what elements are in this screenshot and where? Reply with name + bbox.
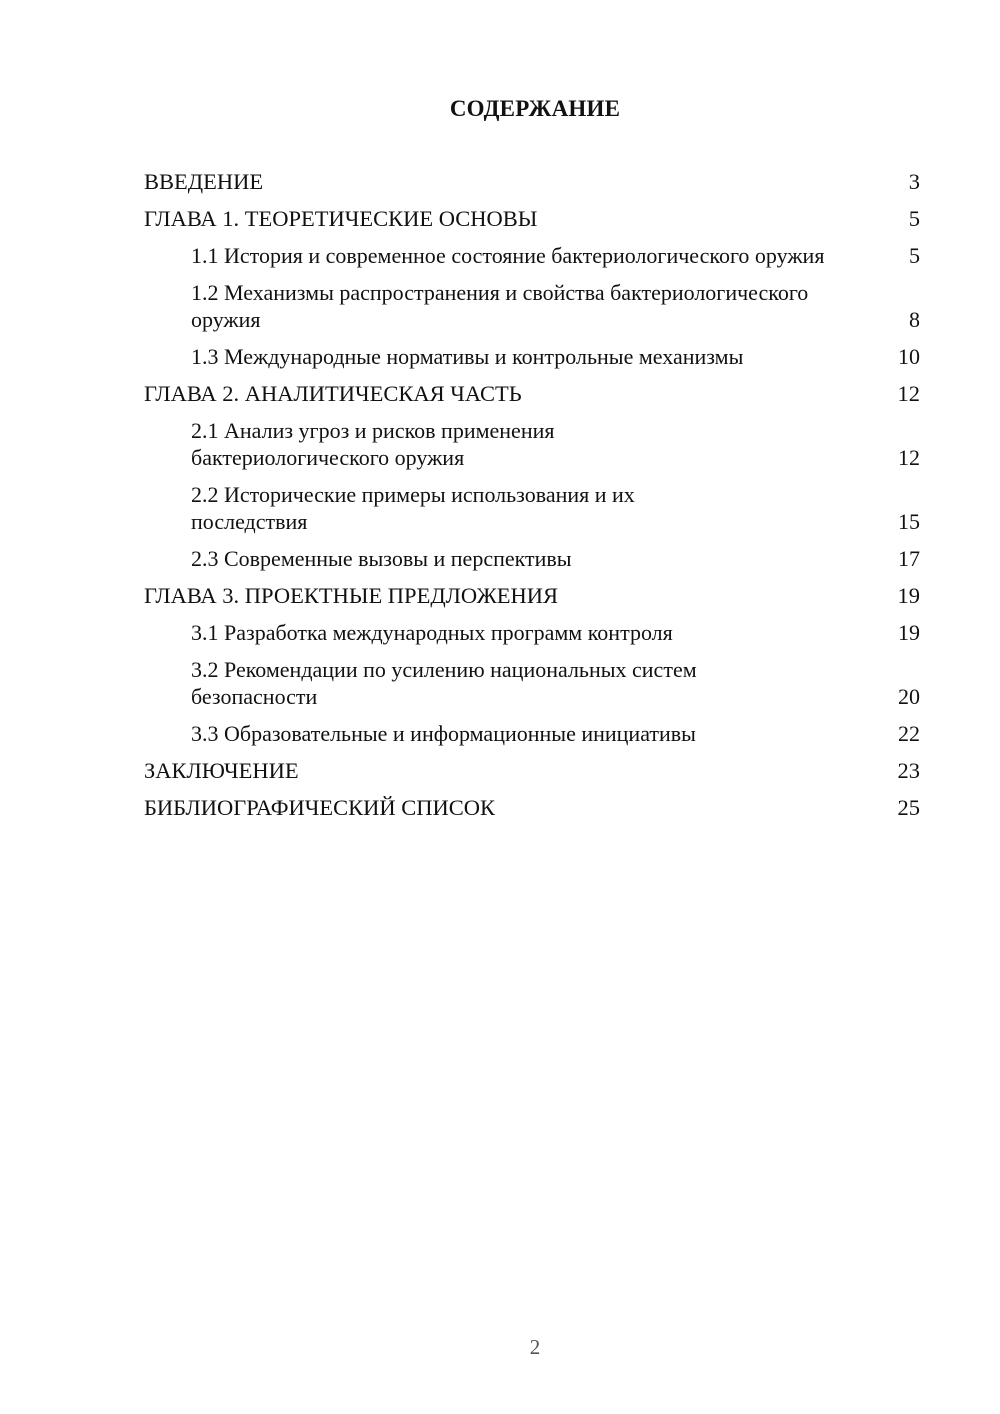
toc-entry-title: 3.1 Разработка международных программ контроля bbox=[191, 620, 673, 645]
toc-entry-page: 17 bbox=[898, 546, 920, 571]
toc-entry-title: 1.3 Международные нормативы и контрольные механизмы bbox=[191, 344, 744, 369]
toc-entry-title: ГЛАВА 3. ПРОЕКТНЫЕ ПРЕДЛОЖЕНИЯ bbox=[144, 583, 559, 608]
toc-entry-page: 23 bbox=[897, 758, 920, 783]
toc-entry-chapter-2[interactable] bbox=[144, 380, 920, 407]
toc-entry-title: ВВЕДЕНИЕ bbox=[144, 169, 264, 194]
toc-entry-page: 10 bbox=[898, 344, 920, 369]
toc-entry-section-3-2[interactable] bbox=[144, 656, 920, 710]
toc-entry-page: 15 bbox=[898, 509, 920, 534]
toc-entry-page: 19 bbox=[897, 583, 920, 608]
page-title: СОДЕРЖАНИЕ bbox=[449, 96, 621, 121]
toc-entry-page: 3 bbox=[908, 169, 920, 194]
toc-entry-section-1-1[interactable] bbox=[144, 242, 920, 269]
toc-entry-section-3-1[interactable] bbox=[144, 619, 920, 646]
toc-entry-page: 5 bbox=[909, 243, 920, 268]
toc-entry-title: ГЛАВА 1. ТЕОРЕТИЧЕСКИЕ ОСНОВЫ bbox=[144, 206, 538, 231]
toc-entry-page: 25 bbox=[897, 795, 920, 820]
toc-entry-title: 1.2 Механизмы распространения и свойства бактериологического оружия bbox=[191, 280, 809, 332]
toc-entry-title: 2.1 Анализ угроз и рисков применения бактериологического оружия bbox=[191, 418, 555, 470]
toc-entry-chapter-1[interactable] bbox=[144, 205, 920, 232]
toc-entry-title: ГЛАВА 2. АНАЛИТИЧЕСКАЯ ЧАСТЬ bbox=[144, 381, 522, 406]
toc-entry-title: 2.2 Исторические примеры использования и их последствия bbox=[191, 482, 635, 534]
toc-entry-title: ЗАКЛЮЧЕНИЕ bbox=[144, 758, 299, 783]
toc-entry-page: 8 bbox=[909, 307, 920, 332]
toc-entry-chapter-3[interactable] bbox=[144, 582, 920, 609]
toc-entry-title: 1.1 История и современное состояние бактериологического оружия bbox=[191, 243, 825, 268]
toc-entry-page: 12 bbox=[898, 445, 920, 470]
toc-entry-section-1-3[interactable] bbox=[144, 343, 920, 370]
toc-entry-introduction[interactable] bbox=[144, 168, 920, 195]
toc-entry-conclusion[interactable] bbox=[144, 757, 920, 784]
toc-entry-page: 22 bbox=[898, 721, 920, 746]
toc-entry-section-2-3[interactable] bbox=[144, 545, 920, 572]
toc-entry-section-1-2[interactable] bbox=[144, 279, 920, 333]
table-of-contents bbox=[144, 168, 920, 831]
toc-entry-page: 5 bbox=[908, 206, 920, 231]
toc-entry-page: 12 bbox=[897, 381, 920, 406]
toc-entry-section-2-2[interactable] bbox=[144, 481, 920, 535]
toc-entry-title: 2.3 Современные вызовы и перспективы bbox=[191, 546, 572, 571]
toc-entry-title: 3.2 Рекомендации по усилению национальных систем безопасности bbox=[191, 657, 697, 709]
toc-entry-section-3-3[interactable] bbox=[144, 720, 920, 747]
toc-entry-page: 20 bbox=[898, 684, 920, 709]
toc-entry-page: 19 bbox=[898, 620, 920, 645]
page-number: 2 bbox=[529, 1335, 541, 1359]
toc-entry-bibliography[interactable] bbox=[144, 794, 920, 821]
toc-entry-title: БИБЛИОГРАФИЧЕСКИЙ СПИСОК bbox=[144, 795, 496, 820]
toc-entry-section-2-1[interactable] bbox=[144, 417, 920, 471]
toc-entry-title: 3.3 Образовательные и информационные инициативы bbox=[191, 721, 696, 746]
